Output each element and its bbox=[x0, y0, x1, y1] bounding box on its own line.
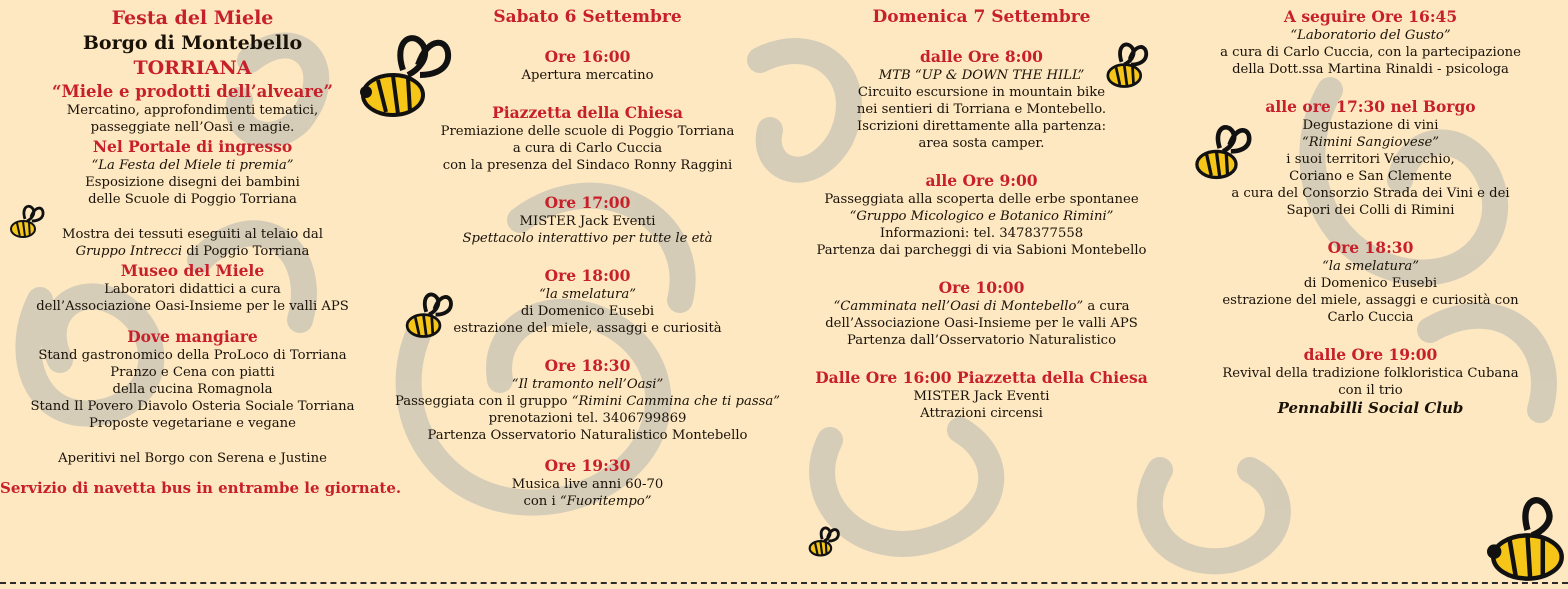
event-line: Apertura mercatino bbox=[521, 68, 654, 83]
event-line: Coriano e San Clemente bbox=[1289, 169, 1452, 184]
event-time: Ore 19:30 bbox=[544, 456, 631, 475]
event-line: Degustazione di vini bbox=[1302, 118, 1439, 133]
aperitivi-line: Aperitivi nel Borgo con Serena e Justine bbox=[58, 451, 327, 466]
event-line: Partenza dai parcheggi di via Sabioni Montebello bbox=[816, 243, 1147, 258]
festival-subtitle: “Miele e prodotti dell’alveare” bbox=[51, 82, 334, 101]
event-line: dell’Associazione Oasi-Insieme per le valli APS bbox=[825, 316, 1138, 331]
intro-line: passeggiate nell’Oasi e magie. bbox=[90, 120, 295, 135]
mangiare-line: della cucina Romagnola bbox=[112, 382, 273, 397]
mangiare-line: Pranzo e Cena con piatti bbox=[110, 365, 275, 380]
bee-icon bbox=[805, 525, 843, 559]
event-italic: MTB “UP & DOWN THE HILL” bbox=[878, 68, 1085, 83]
event-italic: “Rimini Sangiovese” bbox=[1301, 135, 1440, 150]
event-time: Ore 10:00 bbox=[938, 278, 1025, 297]
sunday-afternoon-column bbox=[1178, 6, 1563, 418]
gruppo-italic: Gruppo Intrecci bbox=[75, 244, 183, 259]
event-line: prenotazioni tel. 3406799869 bbox=[488, 411, 687, 426]
portale-line: Esposizione disegni dei bambini bbox=[85, 175, 300, 190]
event-italic: “la smelatura” bbox=[1322, 259, 1419, 274]
gruppo-line bbox=[0, 243, 385, 260]
gruppo-rest: di Poggio Torriana bbox=[182, 244, 310, 259]
section-heading: Museo del Miele bbox=[120, 261, 265, 280]
walk-group-italic: “Rimini Cammina che ti passa” bbox=[571, 394, 780, 409]
event-line: a cura di Carlo Cuccia, con la partecipazione bbox=[1220, 45, 1521, 60]
navetta-line: Servizio di navetta bus in entrambe le giornate. bbox=[0, 479, 402, 497]
mangiare-line: Stand Il Povero Diavolo Osteria Sociale Torriana bbox=[30, 399, 355, 414]
museo-line: dell’Associazione Oasi-Insieme per le valli APS bbox=[36, 299, 349, 314]
event-line: Partenza dall’Osservatorio Naturalistico bbox=[846, 333, 1117, 348]
event-line: area sosta camper. bbox=[918, 136, 1045, 151]
event-time: dalle Ore 8:00 bbox=[920, 47, 1043, 66]
event-line: Revival della tradizione folkloristica Cubana bbox=[1222, 366, 1519, 381]
event-line: Musica live anni 60-70 bbox=[511, 477, 664, 492]
event-line: nei sentieri di Torriana e Montebello. bbox=[856, 102, 1107, 117]
event-line: estrazione del miele, assaggi e curiosità bbox=[453, 321, 722, 336]
event-line: Attrazioni circensi bbox=[920, 406, 1043, 421]
festival-title: Festa del Miele bbox=[111, 7, 274, 29]
event-line: Carlo Cuccia bbox=[1327, 310, 1414, 325]
event-line: Informazioni: tel. 3478377558 bbox=[879, 226, 1084, 241]
walk-text: Passeggiata con il gruppo bbox=[395, 394, 572, 409]
event-time: Ore 18:30 bbox=[544, 356, 631, 375]
event-time: Dalle Ore 16:00 Piazzetta della Chiesa bbox=[815, 368, 1148, 387]
event-line: Sapori dei Colli di Rimini bbox=[1286, 203, 1455, 218]
event-line: Partenza Osservatorio Naturalistico Montebello bbox=[427, 428, 748, 443]
event-time: Ore 18:30 bbox=[1327, 238, 1414, 257]
event-line: con il trio bbox=[1338, 383, 1403, 398]
museo-line: Laboratori didattici a cura bbox=[104, 282, 281, 297]
band-name: Pennabilli Social Club bbox=[1277, 399, 1464, 417]
band-text: con i bbox=[523, 494, 560, 509]
bee-icon bbox=[1478, 494, 1568, 584]
section-heading: Nel Portale di ingresso bbox=[92, 137, 293, 156]
mangiare-line: Proposte vegetariane e vegane bbox=[89, 416, 296, 431]
event-line: a cura di Carlo Cuccia bbox=[512, 141, 663, 156]
event-italic: “Gruppo Micologico e Botanico Rimini” bbox=[849, 209, 1114, 224]
event-italic: Spettacolo interattivo per tutte le età bbox=[462, 231, 713, 246]
bee-icon bbox=[400, 290, 458, 342]
event-line: i suoi territori Verucchio, bbox=[1286, 152, 1455, 167]
day-title: Sabato 6 Settembre bbox=[493, 7, 682, 27]
event-line: a cura del Consorzio Strada dei Vini e dei bbox=[1231, 186, 1510, 201]
section-heading: Dove mangiare bbox=[127, 327, 258, 346]
event-time: dalle Ore 19:00 bbox=[1303, 345, 1438, 364]
mostra-line: Mostra dei tessuti eseguiti al telaio dal bbox=[62, 227, 323, 242]
event-line: Passeggiata alla scoperta delle erbe spontanee bbox=[824, 192, 1139, 207]
event-line: estrazione del miele, assaggi e curiosità con bbox=[1222, 293, 1519, 308]
bee-icon bbox=[358, 30, 458, 125]
intro-line: Mercatino, approfondimenti tematici, bbox=[66, 103, 319, 118]
event-line: con la presenza del Sindaco Ronny Raggini bbox=[442, 158, 733, 173]
bee-icon bbox=[1098, 40, 1156, 92]
bee-icon bbox=[7, 203, 47, 241]
event-time: Piazzetta della Chiesa bbox=[492, 103, 683, 122]
event-line: di Domenico Eusebi bbox=[520, 304, 655, 319]
event-line bbox=[790, 298, 1173, 315]
bee-icon bbox=[1188, 122, 1258, 184]
event-line: Premiazione delle scuole di Poggio Torriana bbox=[440, 124, 735, 139]
event-line: Circuito escursione in mountain bike bbox=[857, 85, 1106, 100]
portale-italic: “La Festa del Miele ti premia” bbox=[91, 158, 294, 173]
event-time: Ore 16:00 bbox=[544, 47, 631, 66]
event-line: della Dott.ssa Martina Rinaldi - psicologa bbox=[1232, 62, 1509, 77]
event-line: MISTER Jack Eventi bbox=[519, 214, 656, 229]
cut-line-divider bbox=[0, 582, 1568, 584]
event-italic: “la smelatura” bbox=[539, 287, 636, 302]
festival-place: Borgo di Montebello bbox=[82, 32, 303, 54]
event-italic: “Laboratorio del Gusto” bbox=[1290, 28, 1451, 43]
band-italic: “Fuoritempo” bbox=[559, 494, 652, 509]
event-time: Ore 18:00 bbox=[544, 266, 631, 285]
event-italic: “Il tramonto nell’Oasi” bbox=[511, 377, 664, 392]
event-line: Iscrizioni direttamente alla partenza: bbox=[856, 119, 1107, 134]
mangiare-line: Stand gastronomico della ProLoco di Torriana bbox=[38, 348, 347, 363]
event-time: alle ore 17:30 nel Borgo bbox=[1265, 97, 1476, 116]
event-line bbox=[395, 393, 780, 410]
event-line: MISTER Jack Eventi bbox=[913, 389, 1050, 404]
event-time: A seguire Ore 16:45 bbox=[1283, 7, 1458, 26]
event-time: Ore 17:00 bbox=[544, 193, 631, 212]
day-title: Domenica 7 Settembre bbox=[872, 7, 1091, 27]
portale-line: delle Scuole di Poggio Torriana bbox=[88, 192, 297, 207]
event-time: alle Ore 9:00 bbox=[925, 171, 1038, 190]
event-line: di Domenico Eusebi bbox=[1303, 276, 1438, 291]
info-column bbox=[0, 6, 402, 499]
camminata-rest: a cura bbox=[1083, 299, 1130, 314]
festival-town: TORRIANA bbox=[133, 57, 252, 79]
event-line bbox=[395, 493, 780, 510]
camminata-italic: “Camminata nell’Oasi di Montebello” bbox=[833, 299, 1084, 314]
